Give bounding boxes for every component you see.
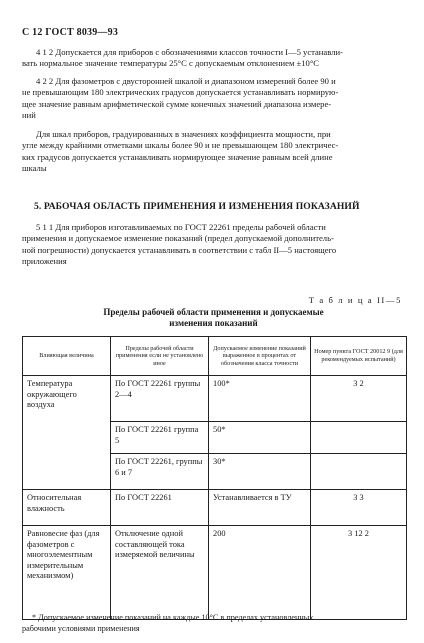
text-line: щее значение равным арифметической сумме конечных значений диапазона измере- bbox=[22, 98, 332, 109]
table-label: Т а б л и ц а II—5 bbox=[308, 295, 402, 305]
table-cell: 200 bbox=[209, 526, 311, 620]
table-cell: 100* bbox=[209, 376, 311, 422]
column-header: Пределы рабочей области применения если не установлено иное bbox=[111, 337, 209, 376]
table-cell: Равновесие фаз (для фазометров с многоэлементным измерительным механизмом) bbox=[23, 526, 111, 620]
text-line: не превышающим 180 электрических градусов допускается устанавливать нормирую- bbox=[22, 87, 339, 98]
footnote-line: рабочими условиями применения bbox=[22, 623, 140, 633]
table-cell: 30* bbox=[209, 454, 311, 490]
footnote-line: * Допускаемое изменение показаний на каждые 10°С в пределах установленных bbox=[32, 613, 314, 622]
text-line: ких градусов допускается устанавливать нормирующее значение равным всей длине bbox=[22, 151, 333, 162]
table-cell: По ГОСТ 22261 группы 2—4 bbox=[111, 376, 209, 422]
table-row bbox=[23, 526, 407, 620]
section-title: 5. РАБОЧАЯ ОБЛАСТЬ ПРИМЕНЕНИЯ И ИЗМЕНЕНИЯ ПОКАЗАНИЙ bbox=[34, 201, 360, 212]
table-cell: По ГОСТ 22261, группы 6 и 7 bbox=[111, 454, 209, 490]
table-title-line: Пределы рабочей области применения и допускаемые bbox=[103, 307, 324, 317]
paragraph-5-1-1 bbox=[22, 222, 405, 267]
paragraph-4-1-2 bbox=[22, 47, 405, 70]
table-cell: Температура окружающего воздуха bbox=[23, 376, 111, 490]
text-line: применения и допускаемое изменение показаний (предел допускаемой дополнитель- bbox=[22, 233, 334, 244]
column-header: Допускаемое изменение показаний выраженное в процентах от обозначения класса точности bbox=[209, 337, 311, 376]
text-line: 4 2 2 Для фазометров с двусторонней шкалой и диапазоном измерений более 90 и bbox=[36, 76, 336, 86]
footnote bbox=[22, 613, 405, 635]
text-line: 4 1 2 Допускается для приборов с обозначениями классов точности I—5 устанавли- bbox=[36, 47, 343, 57]
table-cell: По ГОСТ 22261 bbox=[111, 490, 209, 526]
column-header: Номер пункта ГОСТ 20012 9 (для рекомендуемых испытаний) bbox=[311, 337, 407, 376]
column-header: Влияющая величина bbox=[23, 337, 111, 376]
table-row bbox=[23, 376, 407, 422]
table-cell: Отключение одной составляющей тока измеряемой величины bbox=[111, 526, 209, 620]
text-line: 5 1 1 Для приборов изготавливаемых по ГОСТ 22261 пределы рабочей области bbox=[36, 222, 326, 232]
table-header-row bbox=[23, 337, 407, 376]
table-cell: 3 3 bbox=[311, 490, 407, 526]
text-line: угле между крайними отметками шкалы более 90 и не превышающем 180 электричес- bbox=[22, 140, 339, 151]
table-cell: По ГОСТ 22261 группа 5 bbox=[111, 422, 209, 454]
text-line: ний bbox=[22, 109, 36, 120]
text-line: Для шкал приборов, градуированных в значениях коэффициента мощности, при bbox=[36, 129, 331, 139]
table-cell: Устанавливается в ТУ bbox=[209, 490, 311, 526]
text-line: вать нормальное значение температуры 25°С с допускаемым отклонением ±10°С bbox=[22, 58, 320, 69]
table-cell: 50* bbox=[209, 422, 311, 454]
text-line: приложения bbox=[22, 255, 67, 266]
limits-table bbox=[22, 336, 407, 620]
table-title-line: изменения показаний bbox=[169, 318, 258, 328]
paragraph-4-2-2 bbox=[22, 76, 405, 121]
table-cell bbox=[311, 422, 407, 454]
table-cell: 3 12 2 bbox=[311, 526, 407, 620]
table-cell: Относительная влажность bbox=[23, 490, 111, 526]
page-header: С 12 ГОСТ 8039—93 bbox=[22, 27, 119, 38]
table-cell bbox=[311, 454, 407, 490]
text-line: ной погрешности) допускается устанавливать в соответствии с табл II—5 настоящего bbox=[22, 244, 337, 255]
table-title bbox=[22, 307, 405, 329]
table-row bbox=[23, 490, 407, 526]
text-line: шкалы bbox=[22, 162, 47, 173]
paragraph-power-factor-scales bbox=[22, 129, 405, 174]
table-cell: 3 2 bbox=[311, 376, 407, 422]
